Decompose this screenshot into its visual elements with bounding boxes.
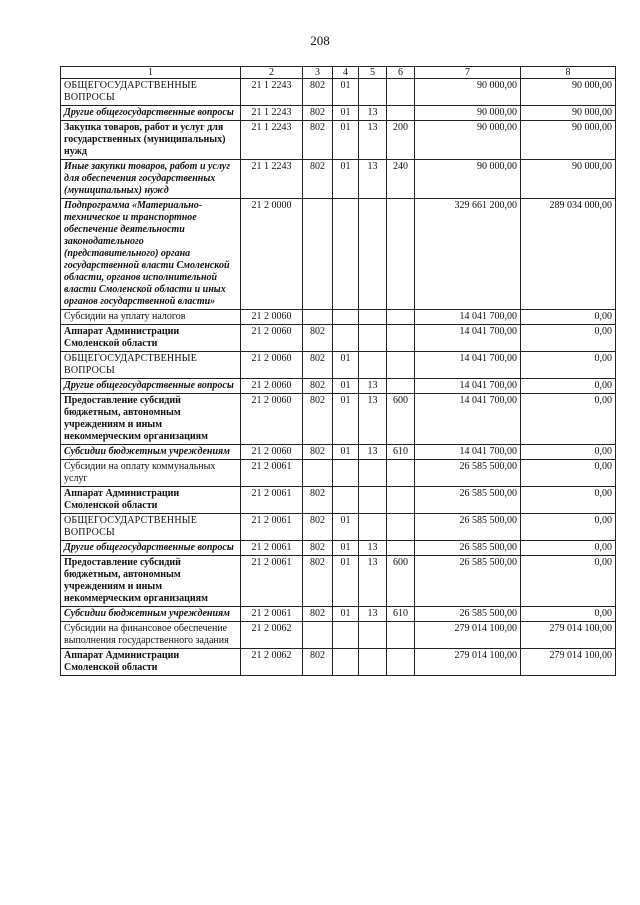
item-name: Аппарат Администрации Смоленской области bbox=[61, 487, 241, 514]
target-article-code: 21 1 2243 bbox=[241, 121, 303, 160]
item-name: Субсидии на оплату коммунальных услуг bbox=[61, 460, 241, 487]
amount-year-2: 0,00 bbox=[521, 541, 616, 556]
expense-type-code bbox=[387, 541, 415, 556]
target-article-code: 21 2 0061 bbox=[241, 514, 303, 541]
table-row bbox=[61, 445, 616, 460]
item-name: Субсидии бюджетным учреждениям bbox=[61, 445, 241, 460]
ministry-code: 802 bbox=[303, 541, 333, 556]
section-code bbox=[333, 487, 359, 514]
expense-type-code bbox=[387, 514, 415, 541]
table-row bbox=[61, 106, 616, 121]
expense-type-code bbox=[387, 622, 415, 649]
section-code: 01 bbox=[333, 79, 359, 106]
amount-year-2: 289 034 000,00 bbox=[521, 199, 616, 310]
ministry-code bbox=[303, 622, 333, 649]
ministry-code: 802 bbox=[303, 394, 333, 445]
amount-year-2: 90 000,00 bbox=[521, 121, 616, 160]
column-number: 7 bbox=[415, 67, 521, 79]
section-code bbox=[333, 622, 359, 649]
item-name: Предоставление субсидий бюджетным, автономным учреждениям и иным некоммерческим организациям bbox=[61, 556, 241, 607]
target-article-code: 21 2 0060 bbox=[241, 325, 303, 352]
item-name: Подпрограмма «Материально-техническое и транспортное обеспечение деятельности законодательного (представительного) органа государственной власти Смоленской области, органов исполнительной власти Смоленской области и иных органов государственной власти» bbox=[61, 199, 241, 310]
amount-year-2: 0,00 bbox=[521, 487, 616, 514]
amount-year-1: 26 585 500,00 bbox=[415, 460, 521, 487]
item-name: ОБЩЕГОСУДАРСТВЕННЫЕ ВОПРОСЫ bbox=[61, 79, 241, 106]
ministry-code: 802 bbox=[303, 121, 333, 160]
target-article-code: 21 1 2243 bbox=[241, 79, 303, 106]
section-code: 01 bbox=[333, 541, 359, 556]
amount-year-1: 26 585 500,00 bbox=[415, 541, 521, 556]
target-article-code: 21 2 0061 bbox=[241, 556, 303, 607]
ministry-code: 802 bbox=[303, 325, 333, 352]
subsection-code bbox=[359, 487, 387, 514]
table-row bbox=[61, 379, 616, 394]
column-number: 5 bbox=[359, 67, 387, 79]
ministry-code: 802 bbox=[303, 649, 333, 676]
amount-year-2: 279 014 100,00 bbox=[521, 622, 616, 649]
target-article-code: 21 2 0060 bbox=[241, 445, 303, 460]
ministry-code: 802 bbox=[303, 487, 333, 514]
expense-type-code bbox=[387, 79, 415, 106]
budget-table bbox=[60, 66, 616, 676]
amount-year-1: 14 041 700,00 bbox=[415, 352, 521, 379]
subsection-code bbox=[359, 79, 387, 106]
item-name: Субсидии на уплату налогов bbox=[61, 310, 241, 325]
table-row bbox=[61, 556, 616, 607]
subsection-code bbox=[359, 622, 387, 649]
amount-year-1: 26 585 500,00 bbox=[415, 607, 521, 622]
ministry-code bbox=[303, 310, 333, 325]
amount-year-1: 90 000,00 bbox=[415, 121, 521, 160]
amount-year-1: 14 041 700,00 bbox=[415, 394, 521, 445]
subsection-code: 13 bbox=[359, 379, 387, 394]
subsection-code bbox=[359, 325, 387, 352]
section-code: 01 bbox=[333, 160, 359, 199]
item-name: Другие общегосударственные вопросы bbox=[61, 541, 241, 556]
section-code: 01 bbox=[333, 514, 359, 541]
subsection-code bbox=[359, 352, 387, 379]
amount-year-2: 0,00 bbox=[521, 556, 616, 607]
table-row bbox=[61, 514, 616, 541]
expense-type-code bbox=[387, 310, 415, 325]
amount-year-2: 0,00 bbox=[521, 460, 616, 487]
subsection-code bbox=[359, 649, 387, 676]
target-article-code: 21 2 0060 bbox=[241, 352, 303, 379]
expense-type-code bbox=[387, 352, 415, 379]
column-number-row bbox=[61, 67, 616, 79]
amount-year-1: 14 041 700,00 bbox=[415, 310, 521, 325]
target-article-code: 21 2 0061 bbox=[241, 541, 303, 556]
expense-type-code bbox=[387, 325, 415, 352]
target-article-code: 21 2 0060 bbox=[241, 310, 303, 325]
ministry-code bbox=[303, 460, 333, 487]
amount-year-2: 0,00 bbox=[521, 325, 616, 352]
column-number: 8 bbox=[521, 67, 616, 79]
section-code: 01 bbox=[333, 106, 359, 121]
amount-year-1: 279 014 100,00 bbox=[415, 622, 521, 649]
amount-year-1: 14 041 700,00 bbox=[415, 445, 521, 460]
amount-year-1: 14 041 700,00 bbox=[415, 325, 521, 352]
expense-type-code bbox=[387, 487, 415, 514]
amount-year-2: 90 000,00 bbox=[521, 160, 616, 199]
amount-year-2: 279 014 100,00 bbox=[521, 649, 616, 676]
table-row bbox=[61, 541, 616, 556]
column-number: 6 bbox=[387, 67, 415, 79]
amount-year-1: 26 585 500,00 bbox=[415, 487, 521, 514]
target-article-code: 21 1 2243 bbox=[241, 106, 303, 121]
table-row bbox=[61, 121, 616, 160]
amount-year-2: 0,00 bbox=[521, 394, 616, 445]
amount-year-2: 0,00 bbox=[521, 379, 616, 394]
subsection-code: 13 bbox=[359, 445, 387, 460]
item-name: ОБЩЕГОСУДАРСТВЕННЫЕ ВОПРОСЫ bbox=[61, 514, 241, 541]
target-article-code: 21 2 0060 bbox=[241, 379, 303, 394]
section-code: 01 bbox=[333, 607, 359, 622]
section-code: 01 bbox=[333, 556, 359, 607]
amount-year-1: 26 585 500,00 bbox=[415, 556, 521, 607]
amount-year-2: 0,00 bbox=[521, 352, 616, 379]
subsection-code: 13 bbox=[359, 556, 387, 607]
subsection-code: 13 bbox=[359, 394, 387, 445]
subsection-code bbox=[359, 199, 387, 310]
table-row bbox=[61, 352, 616, 379]
item-name: Другие общегосударственные вопросы bbox=[61, 106, 241, 121]
expense-type-code: 200 bbox=[387, 121, 415, 160]
item-name: ОБЩЕГОСУДАРСТВЕННЫЕ ВОПРОСЫ bbox=[61, 352, 241, 379]
page-number: 208 bbox=[310, 33, 330, 48]
table-row bbox=[61, 460, 616, 487]
expense-type-code: 610 bbox=[387, 445, 415, 460]
table-row bbox=[61, 487, 616, 514]
ministry-code: 802 bbox=[303, 607, 333, 622]
table-row bbox=[61, 310, 616, 325]
target-article-code: 21 2 0062 bbox=[241, 622, 303, 649]
table-row bbox=[61, 79, 616, 106]
item-name: Аппарат Администрации Смоленской области bbox=[61, 649, 241, 676]
subsection-code bbox=[359, 310, 387, 325]
amount-year-1: 90 000,00 bbox=[415, 160, 521, 199]
ministry-code: 802 bbox=[303, 514, 333, 541]
expense-type-code: 610 bbox=[387, 607, 415, 622]
column-number: 4 bbox=[333, 67, 359, 79]
amount-year-2: 0,00 bbox=[521, 445, 616, 460]
table-row bbox=[61, 394, 616, 445]
section-code bbox=[333, 199, 359, 310]
ministry-code: 802 bbox=[303, 79, 333, 106]
ministry-code: 802 bbox=[303, 106, 333, 121]
subsection-code: 13 bbox=[359, 541, 387, 556]
amount-year-1: 329 661 200,00 bbox=[415, 199, 521, 310]
section-code: 01 bbox=[333, 394, 359, 445]
table-row bbox=[61, 199, 616, 310]
section-code bbox=[333, 310, 359, 325]
section-code: 01 bbox=[333, 379, 359, 394]
subsection-code bbox=[359, 514, 387, 541]
amount-year-2: 90 000,00 bbox=[521, 106, 616, 121]
table-row bbox=[61, 649, 616, 676]
expense-type-code bbox=[387, 649, 415, 676]
subsection-code: 13 bbox=[359, 160, 387, 199]
target-article-code: 21 1 2243 bbox=[241, 160, 303, 199]
target-article-code: 21 2 0000 bbox=[241, 199, 303, 310]
expense-type-code bbox=[387, 460, 415, 487]
subsection-code: 13 bbox=[359, 106, 387, 121]
expense-type-code: 600 bbox=[387, 394, 415, 445]
expense-type-code: 600 bbox=[387, 556, 415, 607]
ministry-code: 802 bbox=[303, 379, 333, 394]
amount-year-2: 0,00 bbox=[521, 310, 616, 325]
column-number: 1 bbox=[61, 67, 241, 79]
item-name: Закупка товаров, работ и услуг для государственных (муниципальных) нужд bbox=[61, 121, 241, 160]
section-code bbox=[333, 649, 359, 676]
item-name: Иные закупки товаров, работ и услуг для обеспечения государственных (муниципальных) нужд bbox=[61, 160, 241, 199]
amount-year-1: 90 000,00 bbox=[415, 106, 521, 121]
section-code bbox=[333, 460, 359, 487]
ministry-code: 802 bbox=[303, 556, 333, 607]
expense-type-code: 240 bbox=[387, 160, 415, 199]
ministry-code: 802 bbox=[303, 160, 333, 199]
expense-type-code bbox=[387, 106, 415, 121]
section-code: 01 bbox=[333, 445, 359, 460]
subsection-code: 13 bbox=[359, 121, 387, 160]
table-row bbox=[61, 622, 616, 649]
amount-year-1: 90 000,00 bbox=[415, 79, 521, 106]
item-name: Предоставление субсидий бюджетным, автономным учреждениям и иным некоммерческим организациям bbox=[61, 394, 241, 445]
ministry-code bbox=[303, 199, 333, 310]
target-article-code: 21 2 0061 bbox=[241, 460, 303, 487]
target-article-code: 21 2 0061 bbox=[241, 607, 303, 622]
target-article-code: 21 2 0060 bbox=[241, 394, 303, 445]
amount-year-1: 279 014 100,00 bbox=[415, 649, 521, 676]
column-number: 2 bbox=[241, 67, 303, 79]
amount-year-2: 90 000,00 bbox=[521, 79, 616, 106]
ministry-code: 802 bbox=[303, 352, 333, 379]
item-name: Аппарат Администрации Смоленской области bbox=[61, 325, 241, 352]
table-row bbox=[61, 325, 616, 352]
table-row bbox=[61, 607, 616, 622]
column-number: 3 bbox=[303, 67, 333, 79]
amount-year-1: 14 041 700,00 bbox=[415, 379, 521, 394]
target-article-code: 21 2 0062 bbox=[241, 649, 303, 676]
expense-type-code bbox=[387, 379, 415, 394]
section-code: 01 bbox=[333, 352, 359, 379]
item-name: Субсидии бюджетным учреждениям bbox=[61, 607, 241, 622]
amount-year-2: 0,00 bbox=[521, 514, 616, 541]
item-name: Субсидии на финансовое обеспечение выполнения государственного задания bbox=[61, 622, 241, 649]
ministry-code: 802 bbox=[303, 445, 333, 460]
table-body bbox=[61, 67, 616, 676]
expense-type-code bbox=[387, 199, 415, 310]
subsection-code bbox=[359, 460, 387, 487]
section-code: 01 bbox=[333, 121, 359, 160]
amount-year-1: 26 585 500,00 bbox=[415, 514, 521, 541]
table-row bbox=[61, 160, 616, 199]
subsection-code: 13 bbox=[359, 607, 387, 622]
target-article-code: 21 2 0061 bbox=[241, 487, 303, 514]
section-code bbox=[333, 325, 359, 352]
item-name: Другие общегосударственные вопросы bbox=[61, 379, 241, 394]
amount-year-2: 0,00 bbox=[521, 607, 616, 622]
